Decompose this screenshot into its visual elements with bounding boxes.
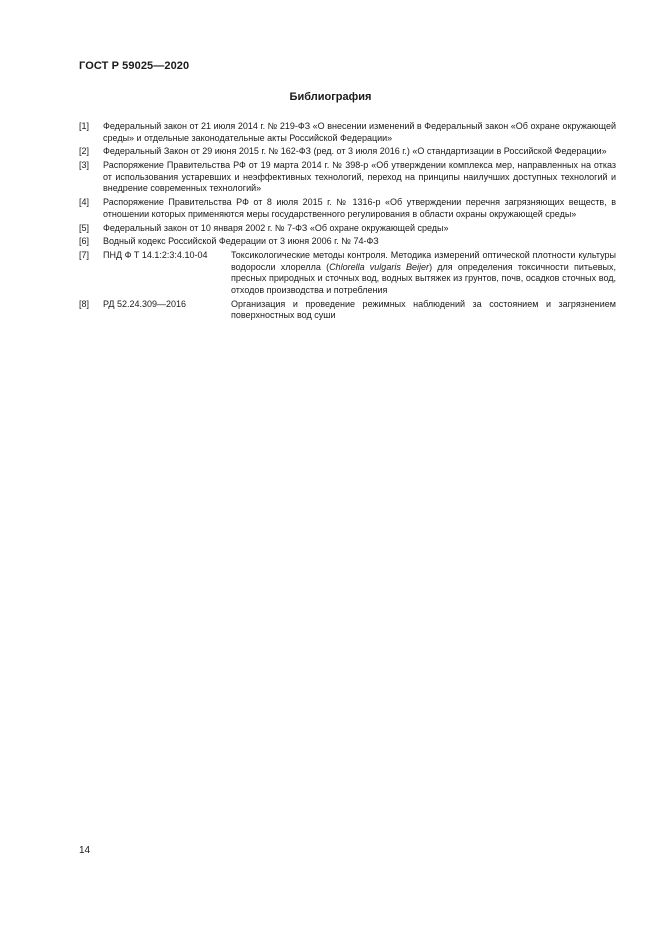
entry-number: [5]	[79, 222, 90, 233]
document-header-code: ГОСТ Р 59025—2020	[79, 60, 190, 72]
entry-description-part: ) для определения токсичности питьевых, пресных природных и сточных вод, водных вытяжек из грунтов, почв, осадков сточных вод, отходов производства и потребления	[231, 261, 616, 295]
entry-document-code: ПНД Ф Т 14.1:2:3:4.10-04	[103, 250, 208, 261]
entry-text: Водный кодекс Российской Федерации от 3 июня 2006 г. № 74-ФЗ	[103, 236, 379, 247]
entry-number: [7]	[79, 250, 90, 261]
bibliography-entry	[79, 236, 616, 248]
bibliography-entry	[79, 121, 616, 144]
bibliography-entry	[79, 250, 616, 296]
entry-number: [2]	[79, 146, 90, 157]
bibliography-entry	[79, 299, 616, 322]
entry-document-code: РД 52.24.309—2016	[103, 298, 187, 309]
bibliography-entry	[79, 223, 616, 235]
page-number: 14	[79, 845, 91, 856]
entry-text: Распоряжение Правительства РФ от 19 марта 2014 г. № 398-р «Об утверждении комплекса мер, направленных на отказ от использования устаревших и неэффективных технологий, переход на принципы наилучших доступных технологий и внедрение современных технологий»	[103, 160, 616, 194]
entry-number: [6]	[79, 236, 90, 247]
entry-number: [3]	[79, 160, 90, 171]
bibliography-list	[79, 121, 616, 324]
entry-number: [1]	[79, 121, 90, 131]
bibliography-entry	[79, 160, 616, 195]
entry-number: [4]	[79, 197, 90, 208]
entry-description	[231, 250, 616, 296]
entry-text: Федеральный закон от 10 января 2002 г. № 7-ФЗ «Об охране окружающей среды»	[103, 222, 449, 233]
entry-description-part: Токсикологические методы контроля. Методика измерений оптической плотности культуры водоросли хлорелла (	[231, 250, 616, 272]
entry-text: Распоряжение Правительства РФ от 8 июля 2015 г. № 1316-р «Об утверждении перечня загрязняющих веществ, в отношении которых применяются меры государственного регулирования в области охраны окружающей среды»	[103, 197, 616, 219]
entry-text: Федеральный закон от 21 июля 2014 г. № 219-ФЗ «О внесении изменений в Федеральный закон «Об охране окружающей среды» и отдельные законодательные акты Российской Федерации»	[103, 121, 616, 143]
bibliography-entry	[79, 197, 616, 220]
entry-description: Организация и проведение режимных наблюдений за состоянием и загрязнением поверхностных вод суши	[231, 298, 616, 321]
species-name: Chlorella vulgaris Beijer	[329, 261, 430, 272]
entry-text: Федеральный Закон от 29 июня 2015 г. № 162-ФЗ (ред. от 3 июля 2016 г.) «О стандартизации в Российской Федерации»	[103, 146, 607, 157]
bibliography-title: Библиография	[289, 91, 372, 103]
entry-number: [8]	[79, 298, 90, 309]
bibliography-entry	[79, 146, 616, 158]
